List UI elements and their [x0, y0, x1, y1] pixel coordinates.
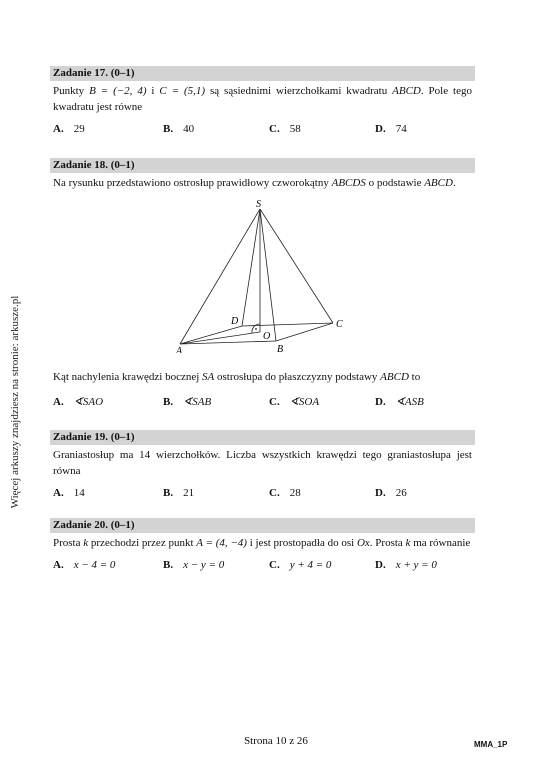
answer-c[interactable]: [269, 487, 301, 499]
answer-value: ∢ASB: [395, 396, 424, 408]
text-part: Kąt nachylenia krawędzi bocznej: [53, 371, 203, 383]
answer-value: 14: [73, 487, 85, 499]
answer-b[interactable]: [163, 559, 224, 571]
answer-letter: A.: [53, 559, 64, 571]
text-part: ostrosłupa do płaszczyzny podstawy: [214, 371, 381, 383]
answer-value: ∢SAB: [183, 396, 212, 408]
answer-d[interactable]: [375, 487, 407, 499]
exam-code: MMA_1P: [474, 740, 508, 749]
answer-a[interactable]: [53, 395, 103, 408]
task-17-answers: [50, 123, 475, 139]
text-part: o podstawie: [365, 177, 425, 189]
label-a: A: [176, 346, 183, 353]
answer-letter: B.: [163, 123, 174, 135]
answer-value: 40: [183, 123, 195, 135]
answer-value: x + y = 0: [395, 559, 437, 571]
task-20-header: Zadanie 20. (0–1): [50, 518, 475, 533]
math-abcd: ABCD: [380, 371, 409, 383]
math-abcds: ABCDS: [331, 177, 366, 189]
task-20: [50, 518, 475, 575]
label-b: B: [277, 344, 284, 353]
text-part: Punkty: [53, 85, 90, 97]
math-point-a: A = (4, −4): [196, 537, 247, 549]
task-18-header: Zadanie 18. (0–1): [50, 158, 475, 173]
label-s: S: [256, 199, 261, 210]
text-part: .: [452, 177, 456, 189]
side-note-text: Więcej arkuszy znajdziesz na stronie: arkusze.pl: [9, 295, 21, 509]
answer-letter: B.: [163, 396, 174, 408]
side-note: [9, 0, 21, 780]
answer-c[interactable]: [269, 123, 301, 135]
label-d: D: [231, 316, 239, 327]
label-c: C: [336, 319, 343, 330]
answer-letter: B.: [163, 487, 174, 499]
answer-value: 26: [395, 487, 407, 499]
text-part: Prosta: [53, 537, 84, 549]
answer-d[interactable]: [375, 559, 437, 571]
math-point-b: B = (−2, 4): [89, 85, 147, 97]
task-19-text: Graniastosłup ma 14 wierzchołków. Liczba wszystkich krawędzi tego graniastosłupa jest równa: [53, 449, 472, 477]
answer-letter: A.: [53, 396, 64, 408]
math-sa: SA: [202, 371, 215, 383]
task-20-text: [53, 535, 472, 551]
answer-letter: C.: [269, 123, 280, 135]
pyramid-svg: [170, 197, 360, 353]
answer-letter: C.: [269, 559, 280, 571]
math-ox: Ox: [356, 537, 370, 549]
answer-letter: D.: [375, 559, 386, 571]
answer-b[interactable]: [163, 487, 194, 499]
task-18: [50, 158, 475, 411]
answer-b[interactable]: [163, 123, 194, 135]
answer-letter: C.: [269, 396, 280, 408]
answer-value: 58: [289, 123, 301, 135]
answer-a[interactable]: [53, 487, 85, 499]
task-18-question: [53, 369, 472, 385]
answer-value: 29: [73, 123, 85, 135]
answer-letter: C.: [269, 487, 280, 499]
math-point-c: C = (5,1): [159, 85, 206, 97]
task-19: [50, 430, 475, 503]
answer-a[interactable]: [53, 123, 85, 135]
math-abcd: ABCD: [392, 85, 421, 97]
answer-value: 21: [183, 487, 195, 499]
text-part: . Pole tego kwadratu jest równe: [53, 85, 472, 113]
answer-c[interactable]: [269, 395, 319, 408]
text-part: przechodzi przez punkt: [88, 537, 197, 549]
answer-value: y + 4 = 0: [289, 559, 332, 571]
answer-value: 28: [289, 487, 301, 499]
answer-letter: D.: [375, 123, 386, 135]
math-k: k: [405, 537, 411, 549]
text-part: ma równanie: [410, 537, 471, 549]
answer-value: 74: [395, 123, 407, 135]
text-part: to: [408, 371, 421, 383]
task-17-header: Zadanie 17. (0–1): [50, 66, 475, 81]
answer-value: x − y = 0: [183, 559, 225, 571]
math-abcd: ABCD: [424, 177, 453, 189]
answer-letter: A.: [53, 123, 64, 135]
answer-letter: D.: [375, 487, 386, 499]
page-number: Strona 10 z 26: [244, 735, 308, 747]
answer-letter: A.: [53, 487, 64, 499]
answer-letter: B.: [163, 559, 174, 571]
task-19-answers: [50, 487, 475, 503]
text-part: są sąsiednimi wierzchołkami kwadratu: [205, 85, 393, 97]
math-k: k: [83, 537, 89, 549]
answer-letter: D.: [375, 396, 386, 408]
answer-b[interactable]: [163, 395, 211, 408]
text-part: i jest prostopadła do osi: [246, 537, 357, 549]
pyramid-figure: [50, 197, 475, 353]
task-17-text: [53, 83, 472, 115]
text-part: . Prosta: [369, 537, 406, 549]
task-19-header: Zadanie 19. (0–1): [50, 430, 475, 445]
answer-a[interactable]: [53, 559, 115, 571]
task-20-answers: [50, 559, 475, 575]
answer-d[interactable]: [375, 395, 424, 408]
label-o: O: [263, 331, 271, 342]
text-part: Na rysunku przedstawiono ostrosłup prawidłowy czworokątny: [53, 177, 332, 189]
task-18-intro: [53, 175, 472, 191]
task-18-answers: [50, 395, 475, 411]
answer-value: ∢SOA: [289, 396, 320, 408]
answer-value: ∢SAO: [73, 396, 104, 408]
task-17: [50, 66, 475, 139]
answer-d[interactable]: [375, 123, 407, 135]
text-part: i: [146, 85, 160, 97]
answer-value: x − 4 = 0: [73, 559, 116, 571]
answer-c[interactable]: [269, 559, 331, 571]
